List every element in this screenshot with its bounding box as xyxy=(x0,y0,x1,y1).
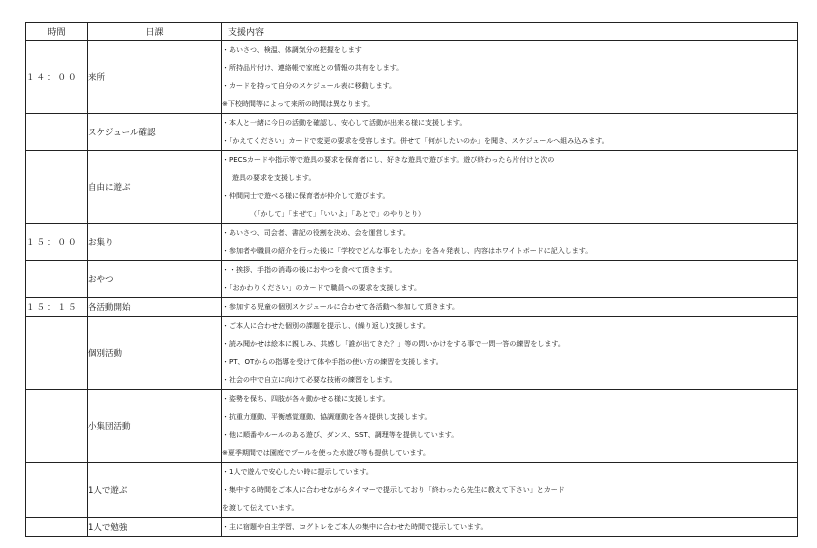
detail-line: ・主に宿題や自主学習、コグトレをご本人の集中に合わせた時間で提示しています。 xyxy=(222,523,488,531)
detail-line: ・仲間同士で遊べる様に保育者が仲介して遊びます。 xyxy=(222,192,390,200)
time-cell xyxy=(26,151,88,224)
detail-line: ・あいさつ、司会者、書記の役割を決め、会を運営します。 xyxy=(222,229,410,237)
time-cell xyxy=(26,463,88,518)
header-row xyxy=(26,23,798,41)
detail-line: ・・挨拶、手指の消毒の後におやつを食べて頂きます。 xyxy=(222,266,397,274)
detail-line: ・「かえてください」カードで変更の要求を受容します。併せて「何がしたいのか」を聞き、スケジュールへ組み込みます。 xyxy=(222,137,609,145)
subject-cell: 1人で遊ぶ xyxy=(88,463,222,518)
detail-cell xyxy=(222,151,798,224)
detail-cell xyxy=(222,298,798,317)
detail-line: ・ご本人に合わせた個別の課題を提示し、(繰り返し)支援します。 xyxy=(222,322,430,330)
table-row xyxy=(26,224,798,261)
time-cell xyxy=(26,518,88,537)
time-cell xyxy=(26,261,88,298)
detail-line: ・他に順番やルールのある遊び、ダンス、SST、調理等を提供しています。 xyxy=(222,431,459,439)
detail-line: ・PT、OTからの指導を受けて体や手指の使い方の練習を支援します。 xyxy=(222,358,443,366)
time-cell: １５：１５ xyxy=(26,298,88,317)
subject-cell: お集り xyxy=(88,224,222,261)
schedule-table xyxy=(25,22,798,537)
table-row xyxy=(26,317,798,390)
subject-cell: 各活動開始 xyxy=(88,298,222,317)
detail-line: ・PECSカードや指示等で遊具の要求を保育者にし、好きな遊具で遊びます。遊び終わったら片付けと次の xyxy=(222,156,555,164)
detail-line: ・あいさつ、検温、体調気分の把握をします xyxy=(222,46,362,54)
detail-line: ・「おかわりください」のカードで職員への要求を支援します。 xyxy=(222,284,421,292)
detail-line: （「かして」「まぜて」「いいよ」「あとで」のやりとり） xyxy=(250,210,425,218)
detail-cell xyxy=(222,114,798,151)
subject-cell: 1人で勉強 xyxy=(88,518,222,537)
detail-cell xyxy=(222,463,798,518)
table-row xyxy=(26,41,798,114)
header-subject: 日課 xyxy=(88,23,222,41)
time-cell: １５：００ xyxy=(26,224,88,261)
schedule-body xyxy=(26,41,798,537)
subject-cell: 来所 xyxy=(88,41,222,114)
subject-cell: 自由に遊ぶ xyxy=(88,151,222,224)
detail-cell xyxy=(222,390,798,463)
time-cell xyxy=(26,114,88,151)
detail-line: ・1人で遊んで安心したい時に提示しています。 xyxy=(222,468,373,476)
time-cell xyxy=(26,390,88,463)
detail-cell xyxy=(222,518,798,537)
time-cell: １４：００ xyxy=(26,41,88,114)
subject-cell: スケジュール確認 xyxy=(88,114,222,151)
header-time: 時間 xyxy=(26,23,88,41)
table-row xyxy=(26,518,798,537)
table-row xyxy=(26,261,798,298)
detail-line: を渡して伝えています。 xyxy=(222,504,299,512)
detail-line: ※下校時間等によって来所の時間は異なります。 xyxy=(222,100,375,108)
detail-cell xyxy=(222,41,798,114)
detail-cell xyxy=(222,224,798,261)
table-row xyxy=(26,151,798,224)
detail-cell xyxy=(222,261,798,298)
detail-line: ・社会の中で自立に向けて必要な技術の練習をします。 xyxy=(222,376,397,384)
subject-cell: おやつ xyxy=(88,261,222,298)
subject-cell: 小集団活動 xyxy=(88,390,222,463)
time-cell xyxy=(26,317,88,390)
detail-line: ・集中する時間をご本人に合わせながらタイマーで提示しており「終わったら先生に教えて下さい」とカード xyxy=(222,486,565,494)
subject-cell: 個別活動 xyxy=(88,317,222,390)
detail-cell xyxy=(222,317,798,390)
table-row xyxy=(26,298,798,317)
detail-line: ・本人と一緒に今日の活動を確認し、安心して活動が出来る様に支援します。 xyxy=(222,119,467,127)
detail-line: ・カードを持って自分のスケジュール表に移動します。 xyxy=(222,82,397,90)
detail-line: ・抗重力運動、平衡感覚運動、協調運動を各々提供し支援します。 xyxy=(222,413,432,421)
detail-line: ・読み聞かせは絵本に親しみ、共感し「誰が出てきた？」等の問いかけをする事で一問一答の練習をします。 xyxy=(222,340,565,348)
table-row xyxy=(26,390,798,463)
detail-line: ・参加者や職員の紹介を行った後に「学校でどんな事をしたか」を各々発表し、内容はホワイトボードに記入します。 xyxy=(222,247,593,255)
detail-line: ・所持品片付け、連絡帳で家庭との情報の共有をします。 xyxy=(222,64,404,72)
detail-line: ・姿勢を保ち、四肢が各々動かせる様に支援します。 xyxy=(222,395,390,403)
detail-line: ※夏季期間では園庭でプールを使った水遊び等も提供しています。 xyxy=(222,449,430,457)
table-row xyxy=(26,463,798,518)
header-detail: 支援内容 xyxy=(222,23,798,41)
detail-line: ・参加する児童の個別スケジュールに合わせて各活動へ参加して頂きます。 xyxy=(222,303,460,311)
detail-line: 遊具の要求を支援します。 xyxy=(232,174,316,182)
table-row xyxy=(26,114,798,151)
